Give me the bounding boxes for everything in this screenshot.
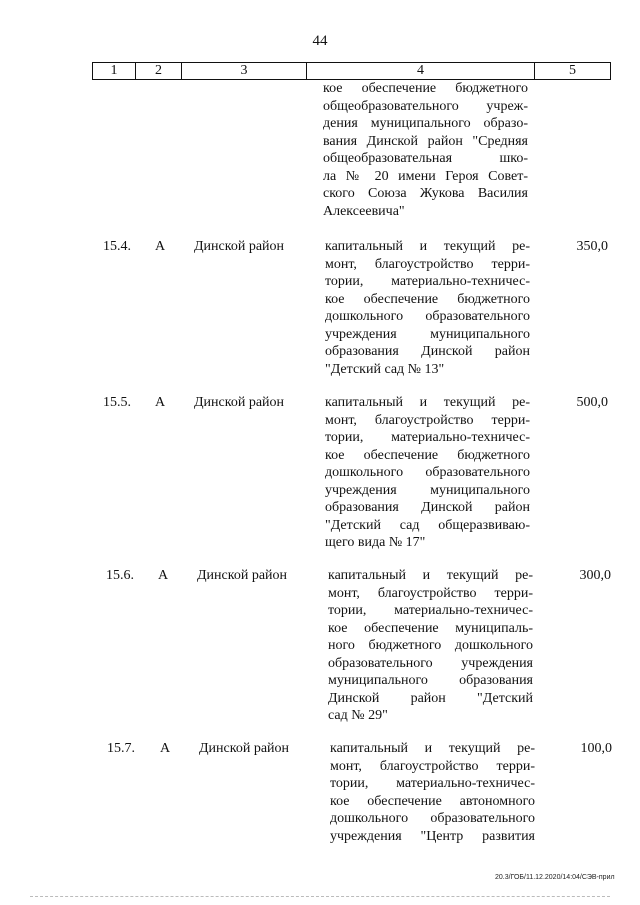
continuation-text [323, 80, 528, 220]
page-number: 44 [312, 33, 328, 49]
text-line: образования Динской район [325, 344, 530, 359]
text-line: "Детский сад общеразвиваю- [325, 517, 530, 533]
text-line: общеобразовательная шко- [323, 151, 528, 166]
row-district: Динской район [194, 239, 285, 254]
row-number: 15.7. [107, 741, 135, 756]
text-line: сад № 29" [328, 708, 388, 723]
text-line: монт, благоустройство терри- [325, 256, 530, 272]
row-amount: 350,0 [576, 239, 608, 254]
row-number: 15.4. [103, 239, 131, 254]
page-edge-divider [30, 896, 610, 897]
text-line: учреждения муниципального [325, 482, 530, 498]
text-line: монт, благоустройство терри- [330, 758, 535, 774]
row-number: 15.5. [103, 395, 131, 410]
header-col-3: 3 [182, 63, 307, 79]
text-line: дошкольного образовательного [330, 811, 535, 826]
text-line: кое обеспечение автономного [330, 793, 535, 809]
text-line: тории, материально-техничес- [325, 274, 530, 289]
text-line: общеобразовательного учреж- [323, 98, 528, 114]
row-description [325, 394, 530, 552]
text-line: монт, благоустройство терри- [328, 585, 533, 601]
text-line: кое обеспечение бюджетного [323, 81, 528, 96]
row-category: А [155, 239, 166, 254]
text-line: тории, материально-техничес- [325, 430, 530, 445]
text-line: тории, материально-техничес- [330, 776, 535, 791]
document-code: 20.3/ГОБ/11.12.2020/14:04/СЭВ-прил [495, 874, 615, 881]
text-line: вания Динской район "Средняя [323, 133, 528, 149]
text-line: ла № 20 имени Героя Совет- [323, 168, 528, 184]
row-amount: 500,0 [576, 395, 608, 410]
text-line: образования Динской район [325, 500, 530, 515]
row-category: А [160, 741, 171, 756]
row-district: Динской район [199, 741, 290, 756]
row-description [330, 740, 535, 845]
row-category: А [158, 568, 169, 583]
text-line: учреждения "Центр развития [330, 828, 535, 844]
row-description [325, 238, 530, 378]
text-line: дошкольного образовательного [325, 465, 530, 480]
text-line: образовательного учреждения [328, 655, 533, 671]
text-line: дошкольного образовательного [325, 309, 530, 324]
header-col-4: 4 [307, 63, 535, 79]
row-number: 15.6. [106, 568, 134, 583]
text-line: капитальный и текущий ре- [330, 741, 535, 756]
row-amount: 100,0 [580, 741, 612, 756]
text-line: монт, благоустройство терри- [325, 412, 530, 428]
text-line: кое обеспечение муниципаль- [328, 620, 533, 636]
text-line: дения муниципального образо- [323, 116, 528, 131]
row-description [328, 567, 533, 725]
text-line: ного бюджетного дошкольного [328, 638, 533, 653]
text-line: муниципального образования [328, 673, 533, 688]
text-line: тории, материально-техничес- [328, 603, 533, 618]
row-district: Динской район [197, 568, 288, 583]
row-amount: 300,0 [579, 568, 611, 583]
text-line: кое обеспечение бюджетного [325, 291, 530, 307]
table-header [92, 62, 611, 80]
text-line: капитальный и текущий ре- [328, 568, 533, 583]
header-col-1: 1 [93, 63, 136, 79]
header-col-2: 2 [136, 63, 182, 79]
text-line: Динской район "Детский [328, 690, 533, 706]
text-line: учреждения муниципального [325, 326, 530, 342]
text-line: капитальный и текущий ре- [325, 395, 530, 410]
text-line: кое обеспечение бюджетного [325, 447, 530, 463]
text-line: ского Союза Жукова Василия [323, 186, 528, 201]
text-line: Алексеевича" [323, 203, 405, 219]
text-line: "Детский сад № 13" [325, 361, 445, 377]
row-category: А [155, 395, 166, 410]
header-col-5: 5 [569, 63, 576, 78]
row-district: Динской район [194, 395, 285, 410]
text-line: щего вида № 17" [325, 535, 426, 550]
text-line: капитальный и текущий ре- [325, 239, 530, 254]
